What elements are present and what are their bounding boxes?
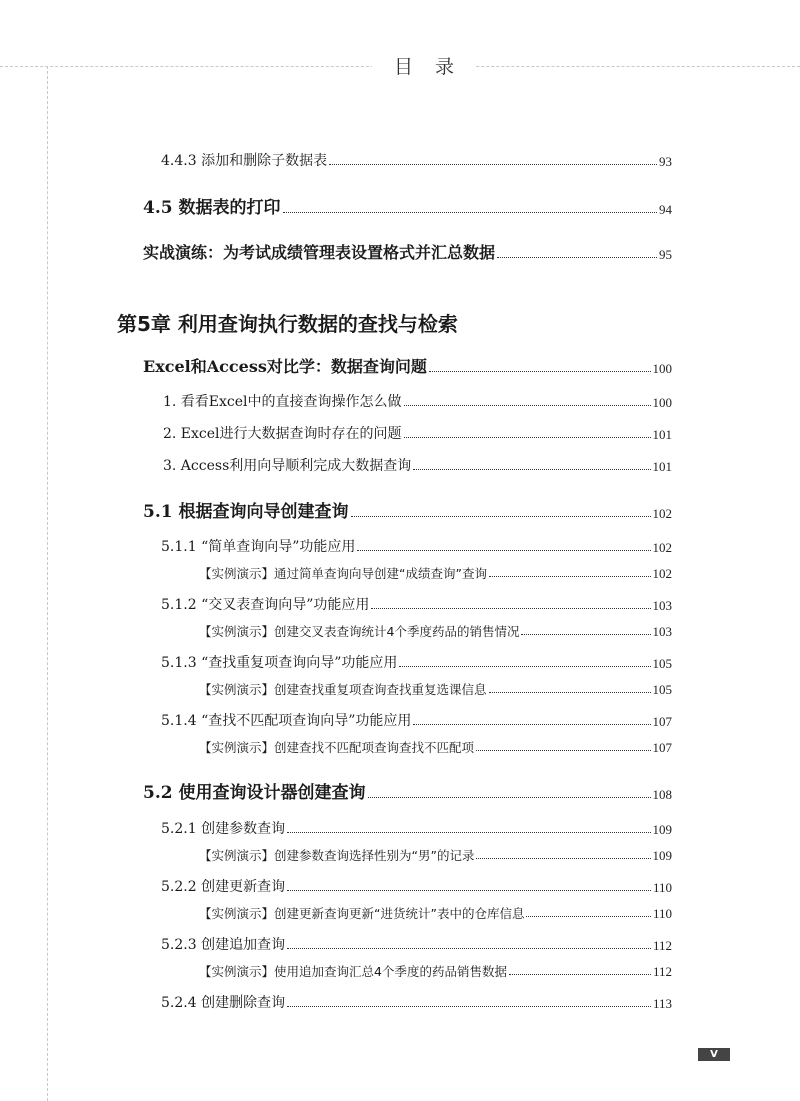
toc-entry-label: 【实例演示】使用追加查询汇总4个季度的药品销售数据 [199,964,507,979]
toc-entry-label: 实战演练：为考试成绩管理表设置格式并汇总数据 [143,243,496,262]
toc-section-entry[interactable] [0,778,800,803]
toc-example-entry[interactable] [0,680,800,698]
toc-leader [287,890,651,891]
toc-example-entry[interactable] [0,564,800,582]
toc-entry-label: 5.1.1 “简单查询向导”功能应用 [161,539,356,555]
toc-entry-page: 109 [652,822,672,837]
toc-entry-page: 100 [652,361,672,376]
toc-entry-label: 5.1 根据查询向导创建查询 [143,502,349,522]
toc-section-entry[interactable] [0,193,800,218]
toc-entry-page: 102 [652,540,672,555]
toc-leader [287,948,651,949]
toc-entry-page: 107 [652,740,672,755]
toc-leader [368,797,651,798]
toc-example-entry[interactable] [0,962,800,980]
toc-entry-page: 103 [652,598,672,613]
toc-entry-page: 103 [652,624,672,639]
toc-leader [283,212,658,213]
toc-entry-page: 105 [652,656,672,671]
toc-entry-label: 1. 看看Excel中的直接查询操作怎么做 [163,394,402,410]
toc-leader [476,858,650,859]
toc-entry-page: 101 [652,459,672,474]
toc-entry-page: 102 [652,566,672,581]
toc-entry[interactable] [0,150,800,170]
toc-entry-page: 112 [652,938,672,953]
toc-entry-label: 【实例演示】创建查找重复项查询查找重复选课信息 [199,682,487,697]
toc-leader [526,916,651,917]
toc-entry-page: 113 [652,996,672,1011]
toc-entry[interactable] [0,876,800,896]
toc-entry-label: 2. Excel进行大数据查询时存在的问题 [163,426,402,442]
toc-entry[interactable] [0,992,800,1012]
toc-entry[interactable] [0,455,800,475]
toc-entry-page: 95 [659,247,672,262]
toc-leader [404,437,651,438]
toc-entry-label: 5.2.1 创建参数查询 [161,821,286,837]
toc-leader [413,724,650,725]
toc-entry-page: 102 [652,506,672,521]
toc-entry-label: 5.2.3 创建追加查询 [161,937,286,953]
toc-practice-entry[interactable] [0,240,800,263]
toc-leader [476,750,650,751]
toc-leader [429,371,651,372]
toc-entry-label: 5.2.2 创建更新查询 [161,879,286,895]
toc-example-entry[interactable] [0,846,800,864]
toc-entry-page: 94 [659,202,672,217]
toc-entry-label: 5.2 使用查询设计器创建查询 [143,783,366,803]
toc-entry-page: 93 [659,154,672,169]
toc-leader [521,634,650,635]
toc-entry-page: 107 [652,714,672,729]
toc-leader [413,469,650,470]
toc-leader [399,666,650,667]
toc-leader [287,832,650,833]
toc-comparison-entry[interactable] [0,354,800,377]
toc-entry[interactable] [0,536,800,556]
toc-leader [489,576,651,577]
toc-entry-page: 110 [652,880,672,895]
toc-leader [489,692,651,693]
toc-example-entry[interactable] [0,622,800,640]
toc-entry-page: 109 [652,848,672,863]
toc-entry-page: 101 [652,427,672,442]
toc-entry[interactable] [0,391,800,411]
toc-entry-page: 112 [652,964,672,979]
toc-leader [497,257,657,258]
toc-entry[interactable] [0,818,800,838]
toc-entry-label: 5.1.4 “查找不匹配项查询向导”功能应用 [161,713,412,729]
toc-entry-label: 5.2.4 创建删除查询 [161,995,286,1011]
toc-leader [329,164,657,165]
toc-leader [509,974,651,975]
toc-example-entry[interactable] [0,904,800,922]
chapter-heading[interactable]: 第5章 利用查询执行数据的查找与检索 [117,312,458,336]
toc-entry-page: 110 [652,906,672,921]
toc-example-entry[interactable] [0,738,800,756]
toc-entry-label: Excel和Access对比学：数据查询问题 [143,357,427,376]
toc-entry[interactable] [0,423,800,443]
toc-entry-page: 108 [652,787,672,802]
toc-entry-label: 【实例演示】创建参数查询选择性别为“男”的记录 [199,848,475,863]
toc-section-entry[interactable] [0,497,800,522]
toc-entry-label: 5.1.2 “交叉表查询向导”功能应用 [161,597,370,613]
toc-entry-label: 【实例演示】创建更新查询更新“进货统计”表中的仓库信息 [199,906,525,921]
toc-leader [287,1006,651,1007]
page-header-title: 目录 [372,52,476,79]
page-number-badge: V [698,1048,730,1061]
toc-entry-label: 4.4.3 添加和删除子数据表 [161,153,328,169]
toc-entry-label: 【实例演示】通过简单查询向导创建“成绩查询”查询 [199,566,487,581]
toc-entry-page: 100 [652,395,672,410]
toc-entry-label: 【实例演示】创建交叉表查询统计4个季度药品的销售情况 [199,624,520,639]
toc-entry-page: 105 [652,682,672,697]
toc-entry[interactable] [0,934,800,954]
toc-entry-label: 【实例演示】创建查找不匹配项查询查找不匹配项 [199,740,475,755]
toc-leader [404,405,651,406]
toc-leader [351,516,651,517]
toc-entry[interactable] [0,710,800,730]
toc-leader [357,550,650,551]
toc-entry[interactable] [0,652,800,672]
toc-leader [371,608,650,609]
toc-entry[interactable] [0,594,800,614]
toc-entry-label: 3. Access利用向导顺利完成大数据查询 [163,458,412,474]
toc-entry-label: 5.1.3 “查找重复项查询向导”功能应用 [161,655,398,671]
toc-entry-label: 4.5 数据表的打印 [143,198,281,218]
